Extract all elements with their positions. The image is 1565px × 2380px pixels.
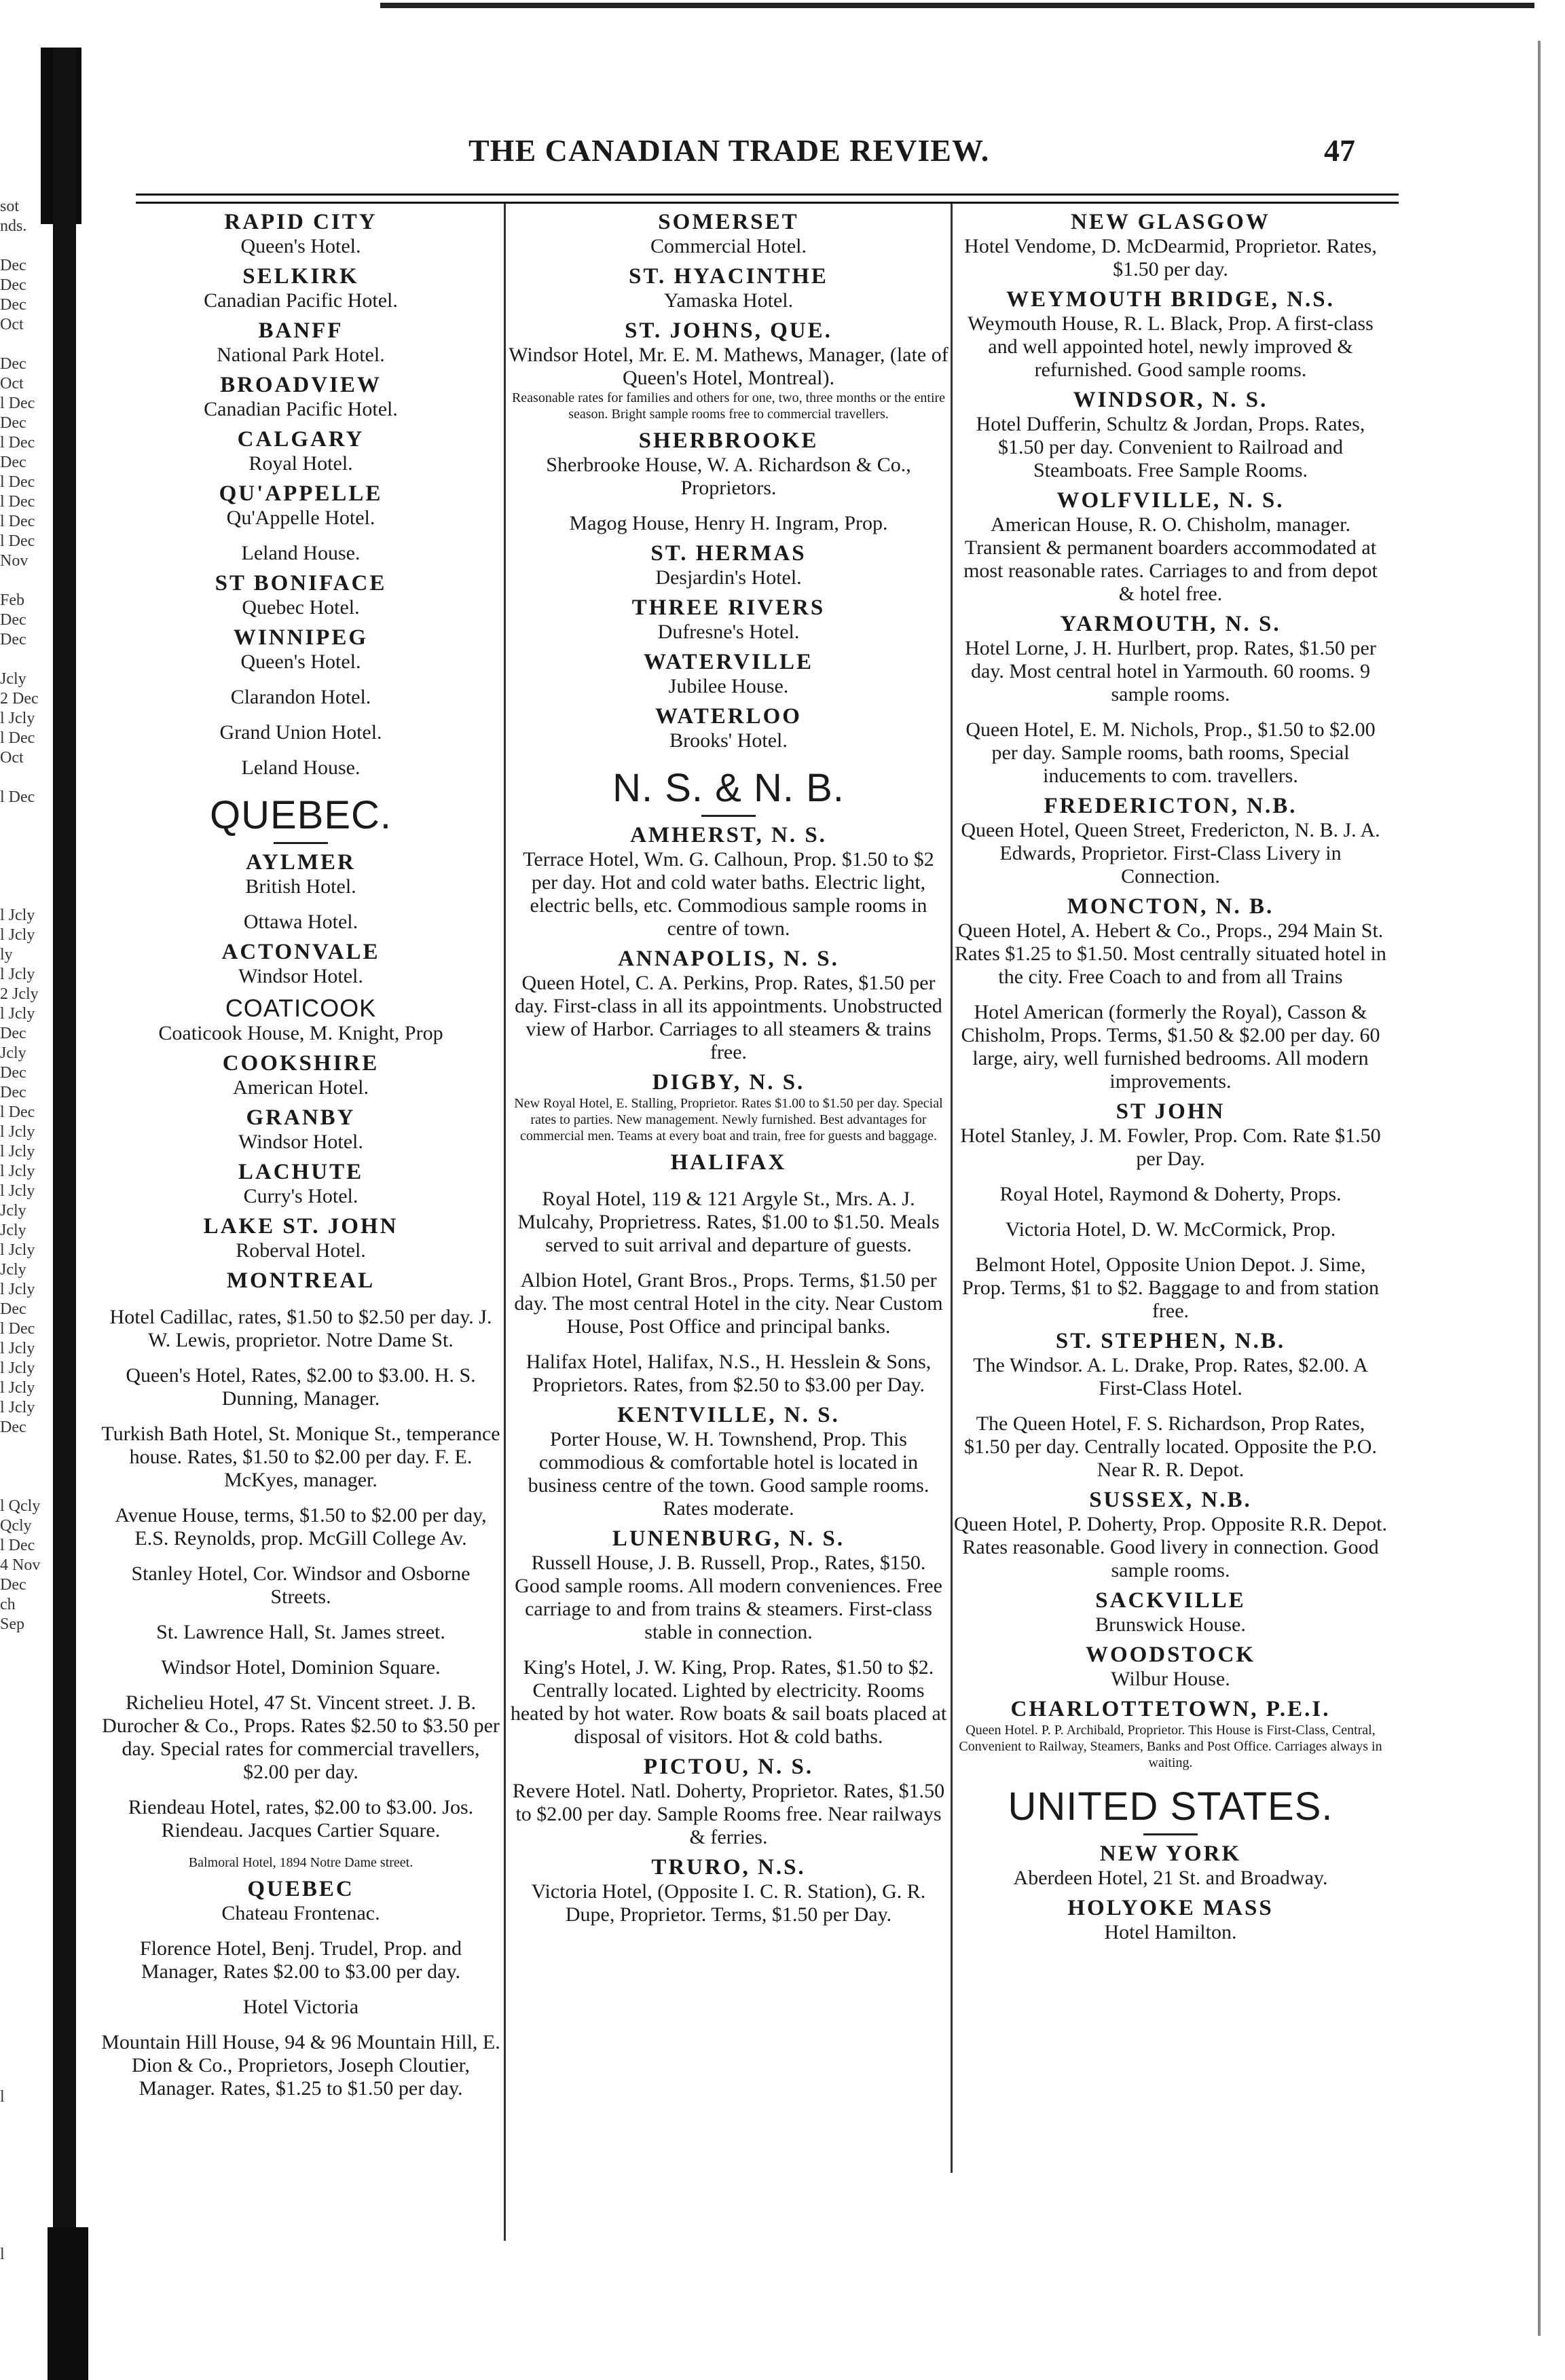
margin-fragment: l Jcly	[0, 1281, 35, 1298]
margin-fragment: Dec	[0, 1064, 26, 1082]
city-heading: AMHERST, N. S.	[630, 823, 827, 847]
listing-text: Victoria Hotel, D. W. McCormick, Prop.	[1005, 1218, 1336, 1241]
city-heading: MONCTON, N. B.	[1067, 894, 1274, 919]
margin-fragment: Oct	[0, 316, 24, 333]
city-heading: NEW YORK	[1099, 1842, 1242, 1866]
margin-fragment: Oct	[0, 749, 24, 767]
small-print-listing: Reasonable rates for families and others for one, two, three months or the entire season. Bright sample rooms free to commercial travellers.	[511, 390, 946, 422]
city-heading: HALIFAX	[670, 1150, 787, 1175]
city-heading: AYLMER	[246, 850, 356, 875]
listing-text: Canadian Pacific Hotel.	[204, 289, 398, 312]
listing-text: Curry's Hotel.	[243, 1185, 358, 1207]
listing-text: Hotel Dufferin, Schultz & Jordan, Props. Rates, $1.50 per day. Convenient to Railroad and Steamboats. Free Sample Rooms.	[976, 413, 1365, 481]
top-scan-edge	[380, 3, 1534, 8]
city-heading: LUNENBURG, N. S.	[612, 1526, 845, 1551]
margin-fragment: Dec	[0, 611, 26, 629]
listing-text: Porter House, W. H. Townshend, Prop. This commodious & comfortable hotel is located in business centre of the town. Good sample rooms. Rates moderate.	[528, 1428, 929, 1520]
listing-text: Royal Hotel, Raymond & Doherty, Props.	[999, 1183, 1342, 1205]
city-heading: ST BONIFACE	[215, 571, 387, 596]
margin-fragment	[0, 1890, 51, 1910]
margin-fragment: sot	[0, 198, 20, 215]
margin-fragment	[0, 1910, 51, 1930]
margin-fragment: l	[0, 2088, 5, 2106]
listing-text: Victoria Hotel, (Opposite I. C. R. Station), G. R. Dupe, Proprietor. Terms, $1.50 per Day.	[531, 1880, 926, 1926]
listing-text: Terrace Hotel, Wm. G. Calhoun, Prop. $1.50 to $2 per day. Hot and cold water baths. Electric light, electric bells, etc. Commodious sample rooms in centre of town.	[523, 848, 934, 940]
margin-fragment: l Jcly	[0, 1162, 35, 1180]
margin-fragment	[0, 1634, 51, 1654]
listing-text: Brooks' Hotel.	[669, 729, 788, 752]
short-rule	[1143, 1833, 1198, 1835]
small-print-listing: New Royal Hotel, E. Stalling, Proprietor. Rates $1.00 to $1.50 per day. Special rates to parties. New management. Newly furnished. Best advantages for commercial men. Teams at every boat and train, free for guests and baggage.	[514, 1096, 943, 1143]
listing-text: Quebec Hotel.	[242, 596, 360, 619]
listing-text: The Queen Hotel, F. S. Richardson, Prop Rates, $1.50 per day. Centrally located. Opposite the P.O. Near R. R. Depot.	[964, 1412, 1377, 1481]
listing-text: Clarandon Hotel.	[230, 686, 371, 708]
listing-text: British Hotel.	[245, 875, 356, 898]
margin-fragment	[0, 866, 51, 886]
listing-text: Weymouth House, R. L. Black, Prop. A first-class and well appointed hotel, newly improved & refurnished. Good sample rooms.	[968, 312, 1374, 381]
margin-fragment: l Dec	[0, 1537, 35, 1554]
margin-fragment: Oct	[0, 375, 24, 392]
margin-fragment	[0, 2186, 51, 2205]
header-rule	[136, 194, 1399, 204]
margin-fragment	[0, 1969, 51, 1989]
city-heading: KENTVILLE, N. S.	[617, 1403, 840, 1427]
margin-fragment: ly	[0, 946, 13, 964]
margin-fragment: l Qcly	[0, 1497, 41, 1515]
city-heading: WOODSTOCK	[1085, 1643, 1256, 1667]
listing-text: Hotel Hamilton.	[1104, 1921, 1237, 1943]
spacer	[100, 1352, 501, 1364]
listing-text: Queen's Hotel.	[240, 235, 361, 257]
margin-fragment: l Dec	[0, 788, 35, 806]
spacer	[508, 500, 949, 512]
listing-text: Leland House.	[241, 756, 361, 779]
spacer	[100, 744, 501, 756]
listing-text: Russell House, J. B. Russell, Prop., Rates, $150. Good sample rooms. All modern conveniences. Free carriage to and from trains & steamers. First-class stable in connection.	[515, 1552, 942, 1643]
city-heading: GRANBY	[246, 1105, 356, 1130]
spacer	[100, 1550, 501, 1562]
city-heading: ANNAPOLIS, N. S.	[618, 947, 839, 971]
listing-text: Queen Hotel, Queen Street, Fredericton, N. B. J. A. Edwards, Proprietor. First-Class Livery in Connection.	[961, 819, 1380, 887]
listing-text: Sherbrooke House, W. A. Richardson & Co., Proprietors.	[546, 454, 911, 499]
listing-text: Hotel American (formerly the Royal), Casson & Chisholm, Props. Terms, $1.50 & $2.00 per day. 60 large, airy, well furnished bedrooms. All modern improvements.	[961, 1001, 1380, 1093]
listing-text: Queen Hotel, E. M. Nichols, Prop., $1.50 to $2.00 per day. Sample rooms, bath rooms, Special inducements to com. travellers.	[965, 718, 1376, 787]
listing-text: Windsor Hotel.	[238, 965, 363, 987]
city-heading: WINNIPEG	[233, 625, 369, 650]
listing-text: Florence Hotel, Benj. Trudel, Prop. and Manager, Rates $2.00 to $3.00 per day.	[139, 1937, 462, 1983]
previous-page-margin-fragments	[0, 197, 51, 2265]
city-heading: HOLYOKE MASS	[1067, 1896, 1274, 1920]
margin-fragment	[0, 1694, 51, 1713]
listing-text: Grand Union Hotel.	[219, 721, 382, 744]
spacer	[953, 1241, 1388, 1253]
spacer	[100, 1679, 501, 1691]
margin-fragment: Dec	[0, 257, 26, 274]
margin-fragment: Dec	[0, 414, 26, 432]
margin-fragment	[0, 2146, 51, 2166]
margin-fragment: l	[0, 2246, 5, 2263]
short-rule	[701, 815, 756, 817]
listing-text: Mountain Hill House, 94 & 96 Mountain Hill, E. Dion & Co., Proprietors, Joseph Cloutier, Manager. Rates, $1.25 to $1.50 per day.	[101, 2031, 500, 2100]
listing-text: Canadian Pacific Hotel.	[204, 398, 398, 420]
margin-fragment: Dec	[0, 1576, 26, 1594]
city-heading: WATERVILLE	[643, 650, 814, 674]
spacer	[508, 1338, 949, 1351]
margin-fragment: Nov	[0, 552, 29, 570]
listing-text: Hotel Victoria	[242, 1996, 359, 2018]
margin-fragment: Jcly	[0, 1222, 26, 1239]
spacer	[953, 1171, 1388, 1183]
margin-fragment	[0, 2028, 51, 2048]
column-2	[508, 204, 949, 1926]
margin-fragment: l Dec	[0, 1103, 35, 1121]
binding-shadow	[53, 48, 76, 2356]
margin-fragment	[0, 1930, 51, 1949]
margin-fragment: l Jcly	[0, 1005, 35, 1023]
column-divider-right	[951, 204, 953, 2173]
margin-fragment: l Dec	[0, 395, 35, 412]
city-heading: DIGBY, N. S.	[652, 1070, 805, 1095]
listing-text: Windsor Hotel, Mr. E. M. Mathews, Manager, (late of Queen's Hotel, Montreal).	[509, 344, 949, 389]
city-heading: WEYMOUTH BRIDGE, N.S.	[1006, 287, 1335, 312]
margin-fragment	[0, 2166, 51, 2186]
listing-text: American Hotel.	[233, 1076, 369, 1099]
city-heading: FREDERICTON, N.B.	[1044, 794, 1297, 818]
listing-text: Queen Hotel, P. Doherty, Prop. Opposite R.R. Depot. Rates reasonable. Good livery in connection. Good sample rooms.	[954, 1513, 1387, 1581]
spacer	[953, 989, 1388, 1001]
margin-fragment	[0, 236, 51, 256]
city-heading: WATERLOO	[655, 704, 802, 729]
margin-fragment	[0, 1871, 51, 1890]
column-1	[100, 204, 501, 2100]
listing-text: Brunswick House.	[1095, 1613, 1246, 1636]
margin-fragment	[0, 768, 51, 788]
spacer	[100, 1925, 501, 1937]
city-heading: NEW GLASGOW	[1071, 210, 1270, 234]
margin-fragment: l Dec	[0, 532, 35, 550]
city-heading-plain: COATICOOK	[225, 994, 377, 1022]
region-heading: UNITED STATES.	[1008, 1784, 1333, 1829]
listing-text: Stanley Hotel, Cor. Windsor and Osborne Streets.	[131, 1562, 471, 1608]
binding-shadow-bottom	[48, 2227, 88, 2380]
listing-text: Magog House, Henry H. Ingram, Prop.	[569, 512, 888, 534]
margin-fragment	[0, 1812, 51, 1831]
margin-fragment: l Jcly	[0, 1182, 35, 1200]
column-3	[953, 204, 1388, 1944]
city-heading: COOKSHIRE	[222, 1051, 380, 1076]
spacer	[100, 1983, 501, 1996]
margin-fragment	[0, 571, 51, 591]
spacer	[100, 898, 501, 911]
listing-text: Belmont Hotel, Opposite Union Depot. J. Sime, Prop. Terms, $1 to $2. Baggage to and from station free.	[962, 1253, 1379, 1322]
column-divider-left	[504, 204, 506, 2241]
margin-fragment: Dec	[0, 296, 26, 314]
margin-fragment: nds.	[0, 217, 27, 235]
margin-fragment	[0, 1674, 51, 1694]
margin-fragment: l Jcly	[0, 1123, 35, 1141]
listing-text: Qu'Appelle Hotel.	[226, 507, 375, 529]
margin-fragment	[0, 335, 51, 354]
small-print-listing: Queen Hotel. P. P. Archibald, Proprietor. This House is First-Class, Central, Convenient to Railway, Steamers, Banks and Post Office. Carriages always in waiting.	[959, 1723, 1382, 1770]
listing-text: Queen Hotel, C. A. Perkins, Prop. Rates, $1.50 per day. First-class in all its appointments. Unobstructed view of Harbor. Carriages to all steamers & trains free.	[515, 972, 942, 1063]
listing-text: Desjardin's Hotel.	[655, 566, 802, 589]
margin-fragment	[0, 2068, 51, 2087]
spacer	[100, 1410, 501, 1423]
listing-text: Royal Hotel, 119 & 121 Argyle St., Mrs. A. J. Mulcahy, Proprietress. Rates, $1.00 to $1.50. Meals served to suit arrival and departure of guests.	[517, 1188, 940, 1256]
margin-fragment: l Jcly	[0, 1359, 35, 1377]
city-heading: TRURO, N.S.	[651, 1855, 806, 1880]
listing-text: National Park Hotel.	[217, 344, 385, 366]
margin-fragment	[0, 2107, 51, 2127]
margin-fragment: Jcly	[0, 1261, 26, 1279]
margin-fragment: l Jcly	[0, 1143, 35, 1160]
margin-fragment	[0, 1989, 51, 2009]
spacer	[508, 1175, 949, 1188]
spacer	[100, 1784, 501, 1796]
listing-text: Windsor Hotel, Dominion Square.	[161, 1656, 441, 1679]
spacer	[100, 1294, 501, 1306]
listing-text: Avenue House, terms, $1.50 to $2.00 per day, E.S. Reynolds, prop. McGill College Av.	[115, 1504, 487, 1550]
city-heading: SACKVILLE	[1095, 1588, 1246, 1613]
city-heading: WINDSOR, N. S.	[1073, 388, 1268, 412]
short-rule	[274, 842, 328, 844]
margin-fragment: Dec	[0, 1025, 26, 1042]
spacer	[100, 530, 501, 542]
margin-fragment: Dec	[0, 454, 26, 471]
spacer	[100, 1842, 501, 1854]
margin-fragment	[0, 1949, 51, 1969]
margin-fragment: l Jcly	[0, 1340, 35, 1357]
margin-fragment: l Jcly	[0, 1241, 35, 1259]
listing-text: Windsor Hotel.	[238, 1131, 363, 1153]
city-heading: RAPID CITY	[224, 210, 378, 234]
spacer	[953, 1206, 1388, 1218]
city-heading: QUEBEC	[247, 1877, 354, 1901]
listing-text: Royal Hotel.	[248, 452, 353, 475]
listing-text: Commercial Hotel.	[650, 235, 807, 257]
city-heading: ST. JOHNS, QUE.	[625, 318, 832, 343]
listing-text: Queen's Hotel, Rates, $2.00 to $3.00. H. S. Dunning, Manager.	[126, 1364, 476, 1410]
listing-text: Yamaska Hotel.	[663, 289, 794, 312]
city-heading: BROADVIEW	[220, 373, 382, 397]
running-title: THE CANADIAN TRADE REVIEW.	[468, 133, 990, 168]
margin-fragment: Jcly	[0, 1044, 26, 1062]
listing-text: Chateau Frontenac.	[221, 1902, 380, 1924]
margin-fragment: l Jcly	[0, 1379, 35, 1397]
margin-fragment	[0, 2009, 51, 2028]
margin-fragment: ch	[0, 1596, 16, 1613]
listing-text: Jubilee House.	[668, 675, 789, 697]
margin-fragment: l Dec	[0, 493, 35, 511]
listing-text: Hotel Lorne, J. H. Hurlbert, prop. Rates, $1.50 per day. Most central hotel in Yarmouth. 60 rooms. 9 sample rooms.	[965, 637, 1376, 706]
listing-text: Hotel Stanley, J. M. Fowler, Prop. Com. Rate $1.50 per Day.	[960, 1124, 1381, 1170]
spacer	[508, 1257, 949, 1269]
margin-fragment: l Dec	[0, 473, 35, 491]
margin-fragment	[0, 2205, 51, 2225]
city-heading: ST. HERMAS	[650, 541, 807, 566]
margin-fragment	[0, 807, 51, 827]
margin-fragment	[0, 1753, 51, 1772]
margin-fragment: l Dec	[0, 729, 35, 747]
margin-fragment: l Jcly	[0, 966, 35, 983]
margin-fragment: Qcly	[0, 1517, 32, 1535]
listing-text: Hotel Vendome, D. McDearmid, Proprietor. Rates, $1.50 per day.	[964, 235, 1377, 280]
listing-text: Revere Hotel. Natl. Doherty, Proprietor. Rates, $1.50 to $2.00 per day. Sample Rooms free. Near railways & ferries.	[512, 1780, 945, 1848]
listing-text: Roberval Hotel.	[236, 1239, 366, 1262]
listing-text: Richelieu Hotel, 47 St. Vincent street. J. B. Durocher & Co., Props. Rates $2.50 to $3.50 per day. Special rates for commercial travellers, $2.00 per day.	[102, 1691, 500, 1783]
margin-fragment: l Jcly	[0, 710, 35, 727]
margin-fragment	[0, 650, 51, 670]
margin-fragment: l Jcly	[0, 1399, 35, 1416]
margin-fragment: Jcly	[0, 670, 26, 688]
city-heading: ST. STEPHEN, N.B.	[1055, 1329, 1286, 1353]
listing-text: Queen Hotel, A. Hebert & Co., Props., 294 Main St. Rates $1.25 to $1.50. Most centrally situated hotel in the city. Free Coach to and from all Trains	[955, 919, 1386, 988]
city-heading: ST JOHN	[1116, 1099, 1226, 1124]
margin-fragment: Sep	[0, 1615, 24, 1633]
margin-fragment: l Dec	[0, 434, 35, 452]
running-header	[88, 132, 1514, 173]
listing-text: St. Lawrence Hall, St. James street.	[156, 1621, 445, 1643]
spacer	[100, 2019, 501, 2031]
margin-fragment: Dec	[0, 276, 26, 294]
margin-fragment: Dec	[0, 1300, 26, 1318]
listing-text: American House, R. O. Chisholm, manager. Transient & permanent boarders accommodated at most reasonable rates. Carriages to and from depot & hotel free.	[963, 513, 1378, 605]
listing-text: Turkish Bath Hotel, St. Monique St., temperance house. Rates, $1.50 to $2.00 per day. F. E. McKyes, manager.	[101, 1423, 500, 1491]
margin-fragment	[0, 1438, 51, 1457]
margin-fragment: Jcly	[0, 1202, 26, 1220]
city-heading: ACTONVALE	[221, 940, 380, 964]
listing-text: Dufresne's Hotel.	[657, 621, 800, 643]
city-heading: CHARLOTTETOWN, P.E.I.	[1010, 1697, 1331, 1721]
listing-text: Queen's Hotel.	[240, 651, 361, 673]
page-number: 47	[1324, 133, 1355, 168]
spacer	[953, 1400, 1388, 1412]
city-heading: THREE RIVERS	[631, 596, 826, 620]
margin-fragment: l Jcly	[0, 926, 35, 944]
margin-fragment	[0, 1792, 51, 1812]
listing-text: Hotel Cadillac, rates, $1.50 to $2.50 per day. J. W. Lewis, proprietor. Notre Dame St.	[109, 1306, 492, 1351]
city-heading: CALGARY	[237, 427, 365, 452]
margin-fragment: Dec	[0, 631, 26, 648]
margin-fragment: 2 Jcly	[0, 985, 39, 1003]
margin-fragment	[0, 1457, 51, 1477]
margin-fragment	[0, 1654, 51, 1674]
listing-text: King's Hotel, J. W. King, Prop. Rates, $1.50 to $2. Centrally located. Lighted by electricity. Rooms heated by hot water. Row boats & sail boats placed at disposal of visitors. Hot & cold baths.	[510, 1656, 947, 1748]
margin-fragment	[0, 1733, 51, 1753]
listing-text: Aberdeen Hotel, 21 St. and Broadway.	[1013, 1867, 1328, 1889]
margin-fragment	[0, 1831, 51, 1851]
margin-fragment: 4 Nov	[0, 1556, 41, 1574]
margin-fragment: l Dec	[0, 1320, 35, 1338]
spacer	[100, 709, 501, 721]
listing-text: Halifax Hotel, Halifax, N.S., H. Hesslein & Sons, Proprietors. Rates, from $2.50 to $3.00 per Day.	[526, 1351, 932, 1396]
city-heading: YARMOUTH, N. S.	[1060, 612, 1281, 636]
margin-fragment	[0, 1772, 51, 1792]
city-heading: PICTOU, N. S.	[643, 1755, 814, 1779]
listing-text: Ottawa Hotel.	[243, 911, 358, 933]
spacer	[953, 706, 1388, 718]
listing-text: Leland House.	[241, 542, 361, 564]
city-heading: LACHUTE	[238, 1160, 364, 1184]
margin-fragment: l Dec	[0, 513, 35, 530]
margin-fragment	[0, 886, 51, 906]
city-heading: QU'APPELLE	[219, 481, 383, 506]
city-heading: SHERBROOKE	[638, 428, 819, 453]
margin-fragment	[0, 2048, 51, 2068]
spacer	[100, 1492, 501, 1504]
listing-text: Coaticook House, M. Knight, Prop	[158, 1022, 443, 1044]
margin-fragment	[0, 1477, 51, 1497]
small-print-listing: Balmoral Hotel, 1894 Notre Dame street.	[188, 1855, 413, 1870]
spacer	[508, 1644, 949, 1656]
city-heading: ST. HYACINTHE	[629, 264, 828, 289]
right-scan-edge	[1538, 41, 1541, 2336]
spacer	[100, 674, 501, 686]
city-heading: SOMERSET	[658, 210, 799, 234]
city-heading: BANFF	[258, 318, 344, 343]
listing-text: Riendeau Hotel, rates, $2.00 to $3.00. Jos. Riendeau. Jacques Cartier Square.	[128, 1796, 474, 1842]
margin-fragment	[0, 847, 51, 866]
margin-fragment: l Jcly	[0, 907, 35, 924]
margin-fragment	[0, 827, 51, 847]
listing-text: Wilbur House.	[1111, 1668, 1230, 1690]
margin-fragment: Dec	[0, 1084, 26, 1101]
margin-fragment	[0, 2225, 51, 2245]
listing-text: Albion Hotel, Grant Bros., Props. Terms, $1.50 per day. The most central Hotel in the city. Near Custom House, Post Office and principal banks.	[514, 1269, 943, 1338]
margin-fragment	[0, 1713, 51, 1733]
margin-fragment: Dec	[0, 1418, 26, 1436]
margin-fragment	[0, 2127, 51, 2146]
margin-fragment	[0, 1851, 51, 1871]
margin-fragment: Dec	[0, 355, 26, 373]
city-heading: LAKE ST. JOHN	[203, 1214, 399, 1239]
margin-fragment: Feb	[0, 591, 24, 609]
spacer	[100, 1644, 501, 1656]
city-heading: MONTREAL	[226, 1268, 375, 1293]
city-heading: WOLFVILLE, N. S.	[1056, 488, 1285, 513]
region-heading: N. S. & N. B.	[612, 766, 845, 810]
spacer	[100, 1609, 501, 1621]
city-heading: SUSSEX, N.B.	[1089, 1488, 1252, 1512]
city-heading: SELKIRK	[242, 264, 359, 289]
region-heading: QUEBEC.	[209, 793, 392, 837]
listing-text: The Windsor. A. L. Drake, Prop. Rates, $2.00. A First-Class Hotel.	[973, 1354, 1368, 1399]
margin-fragment: 2 Dec	[0, 690, 39, 708]
